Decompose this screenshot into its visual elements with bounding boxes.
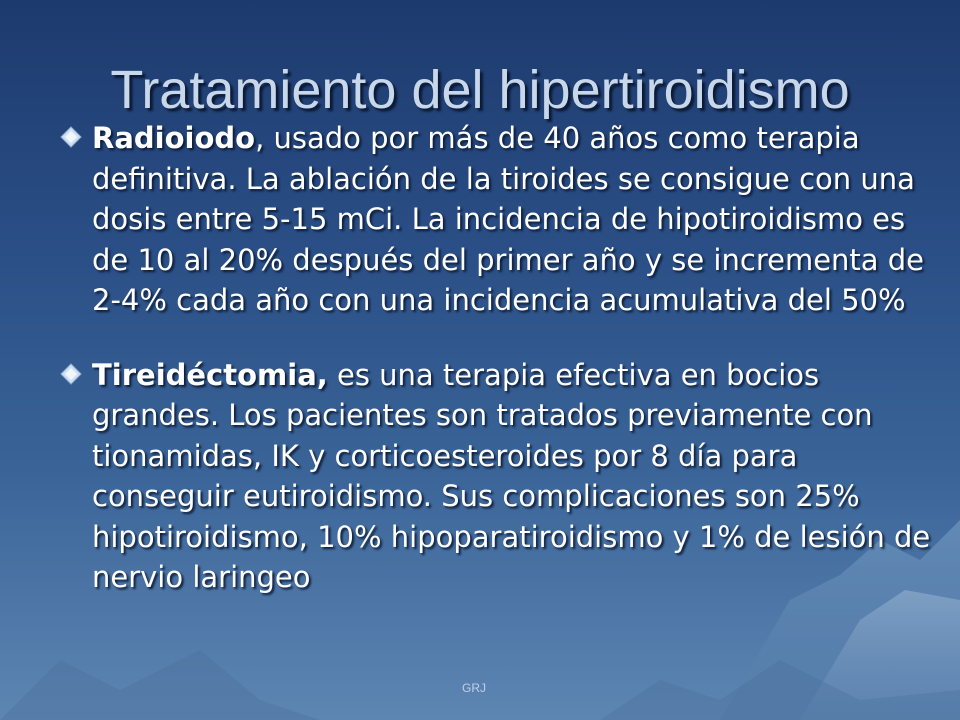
bullet-item-radioiodo bbox=[58, 118, 938, 321]
bullet-term: Radioiodo bbox=[92, 121, 256, 155]
footer-watermark: GRJ bbox=[462, 681, 486, 695]
bullet-list bbox=[58, 118, 938, 598]
bullet-term: Tireidéctomia, bbox=[92, 357, 328, 392]
bullet-text: , usado por más de 40 años como terapia definitiva. La ablación de la tiroides se consigue con una dosis entre 5-15 mCi. La incidencia de hipotiroidismo es de 10 al 20% después del primer año y se incrementa de 2-4% cada año con una incidencia acumulativa del 50% bbox=[92, 121, 925, 317]
bullet-item-tireidectomia bbox=[58, 355, 938, 598]
diamond-bullet-icon bbox=[60, 126, 82, 148]
diamond-bullet-icon bbox=[60, 363, 82, 385]
slide-title: Tratamiento del hipertiroidismo bbox=[110, 60, 850, 120]
bullet-text: es una terapia efectiva en bocios grandes. Los pacientes son tratados previamente con tionamidas, IK y corticoesteroides por 8 día para conseguir eutiroidismo. Sus complicaciones son 25% hipotiroidismo, 10% hipoparatiroidismo y 1% de lesión de nervio laringeo bbox=[92, 357, 931, 594]
